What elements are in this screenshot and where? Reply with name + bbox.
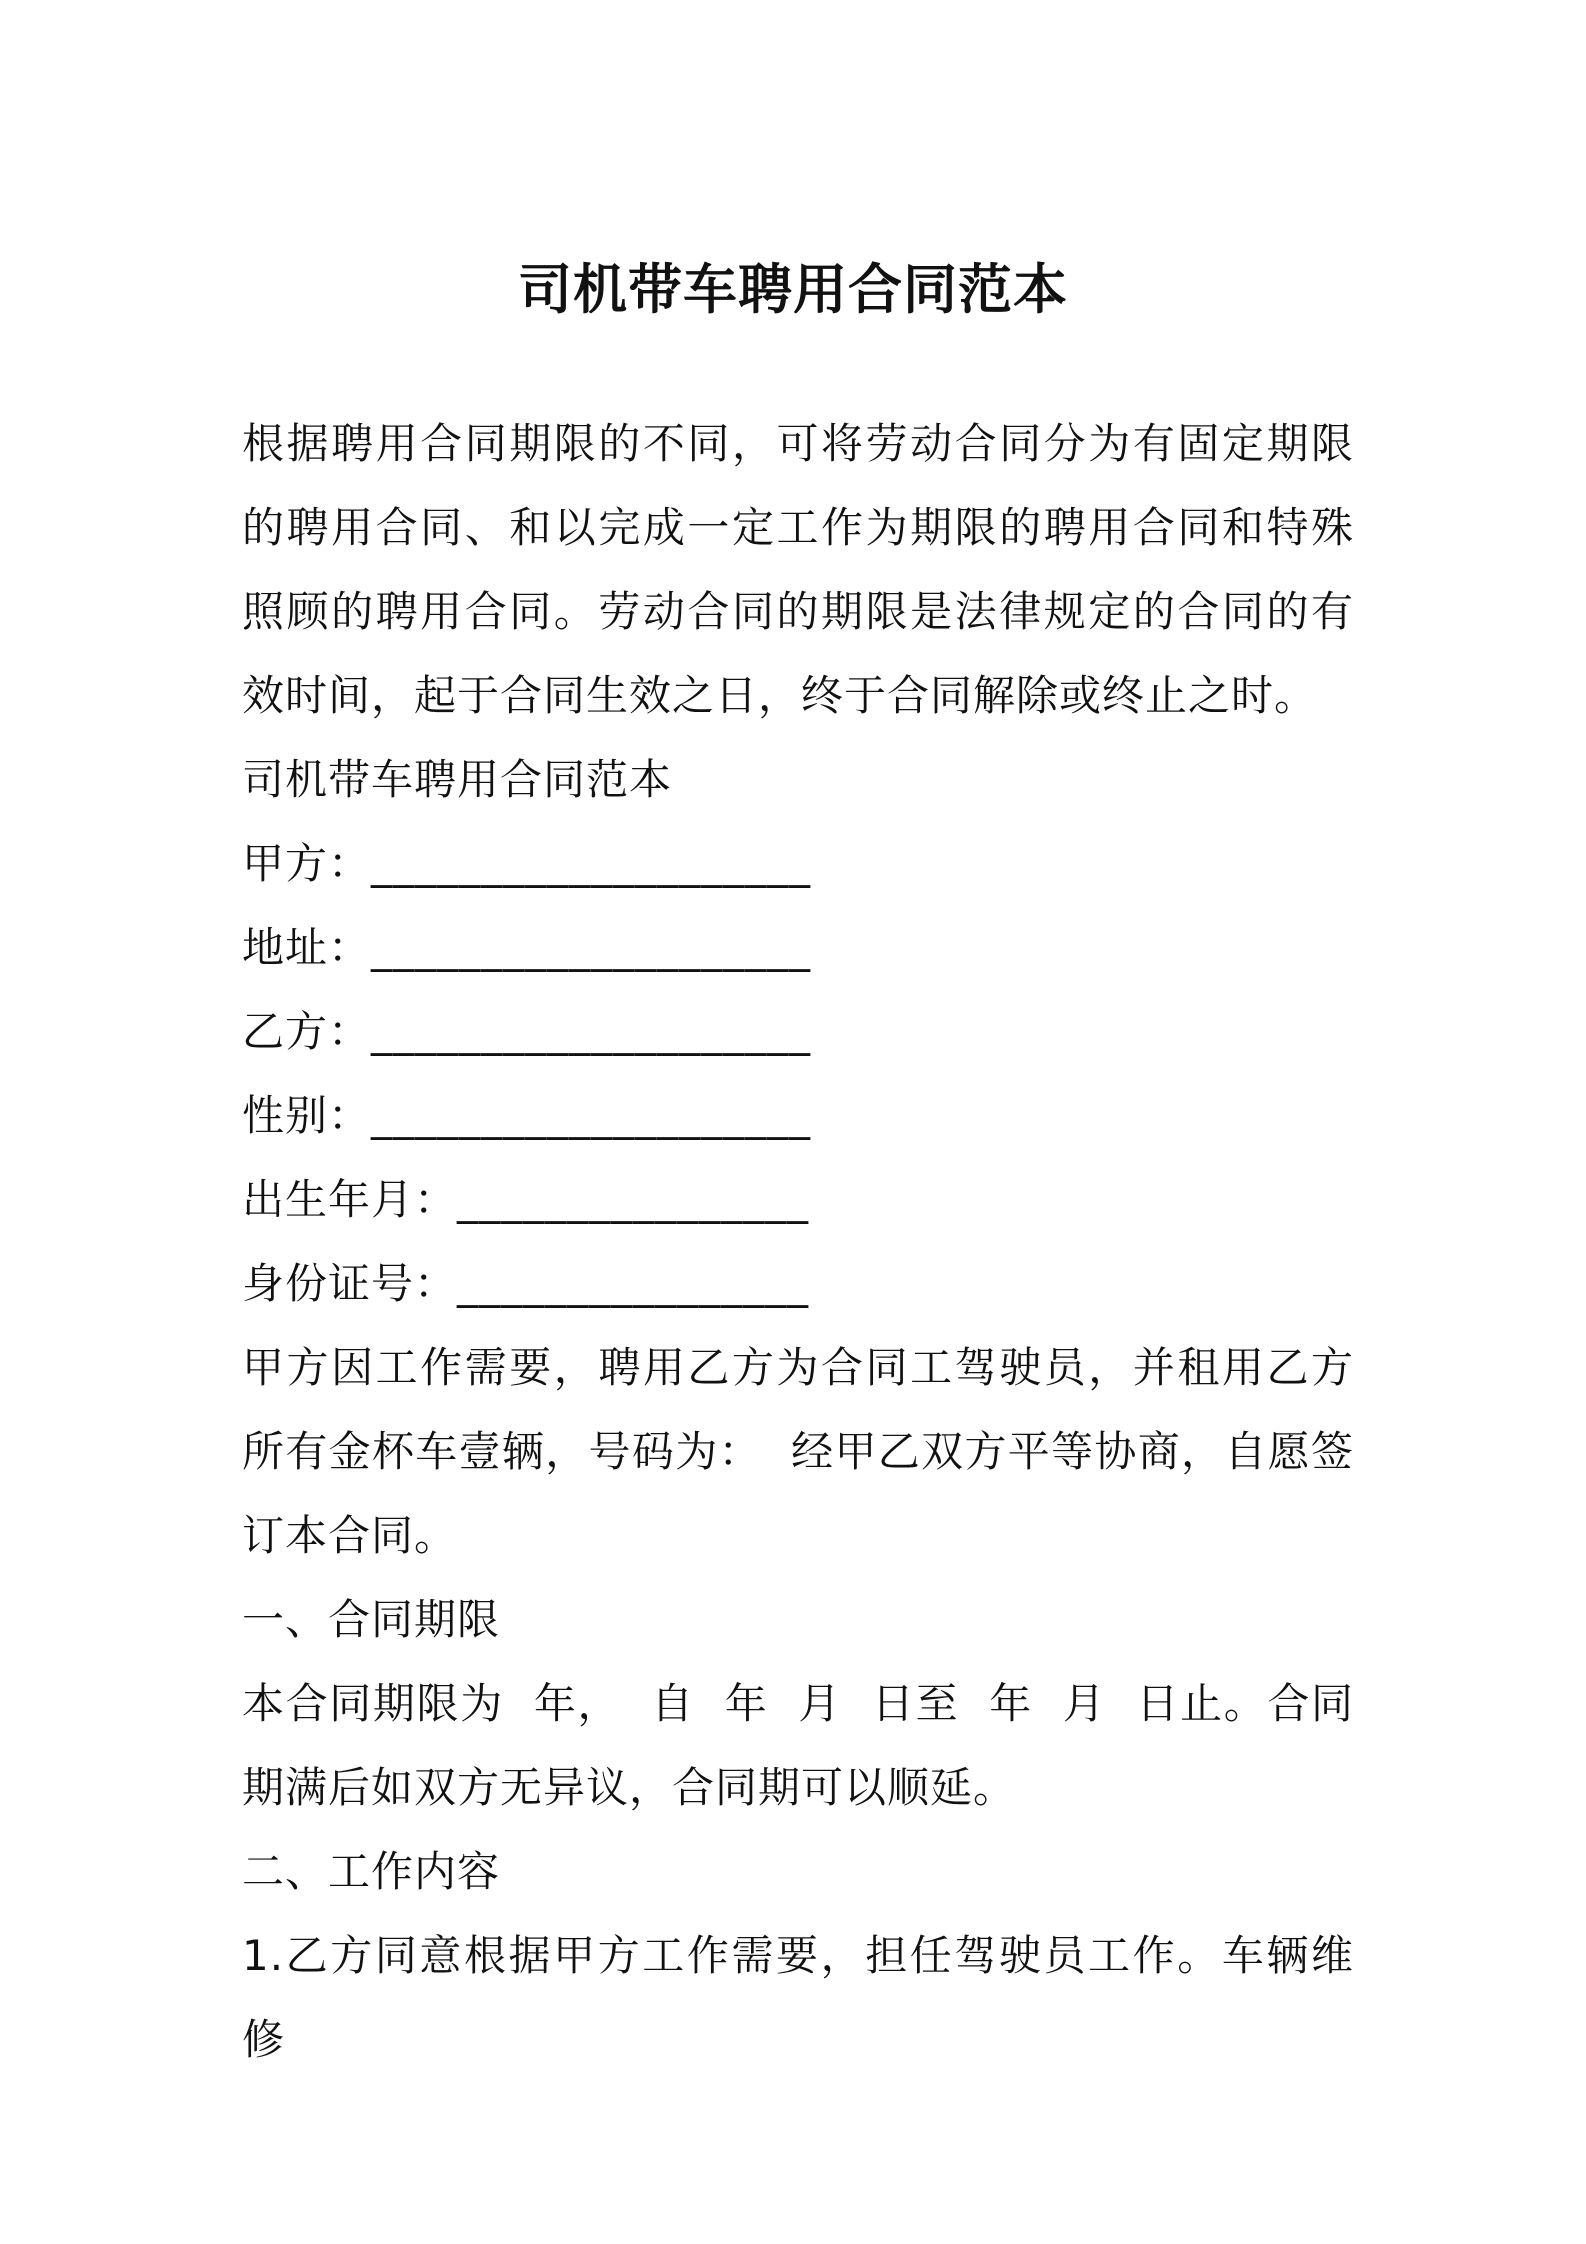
term-paragraph: 本合同期限为 年， 自 年 月 日至 年 月 日止。合同期满后如双方无异议，合同期可以顺延。 <box>242 1679 1354 1812</box>
gender-field: 性别：____________________ <box>242 1091 812 1140</box>
document-title: 司机带车聘用合同范本 <box>518 258 1068 321</box>
subtitle-line: 司机带车聘用合同范本 <box>242 755 673 804</box>
birth-date-field: 出生年月：________________ <box>242 1175 810 1224</box>
work-clause-1: 1.乙方同意根据甲方工作需要，担任驾驶员工作。车辆维修 <box>242 1931 1354 2064</box>
agreement-paragraph: 甲方因工作需要，聘用乙方为合同工驾驶员，并租用乙方所有金杯车壹辆，号码为： 经甲乙双方平等协商，自愿签订本合同。 <box>242 1343 1354 1560</box>
address-field: 地址：____________________ <box>242 923 812 972</box>
party-a-field: 甲方：____________________ <box>242 839 812 888</box>
id-number-field: 身份证号：________________ <box>242 1259 810 1308</box>
document-body <box>242 402 1354 2082</box>
party-b-field: 乙方：____________________ <box>242 1007 812 1056</box>
intro-paragraph: 根据聘用合同期限的不同，可将劳动合同分为有固定期限的聘用合同、和以完成一定工作为期限的聘用合同和特殊照顾的聘用合同。劳动合同的期限是法律规定的合同的有效时间，起于合同生效之日，终于合同解除或终止之时。 <box>242 419 1354 720</box>
section-heading-term: 一、合同期限 <box>242 1595 501 1644</box>
section-heading-work: 二、工作内容 <box>242 1847 501 1896</box>
